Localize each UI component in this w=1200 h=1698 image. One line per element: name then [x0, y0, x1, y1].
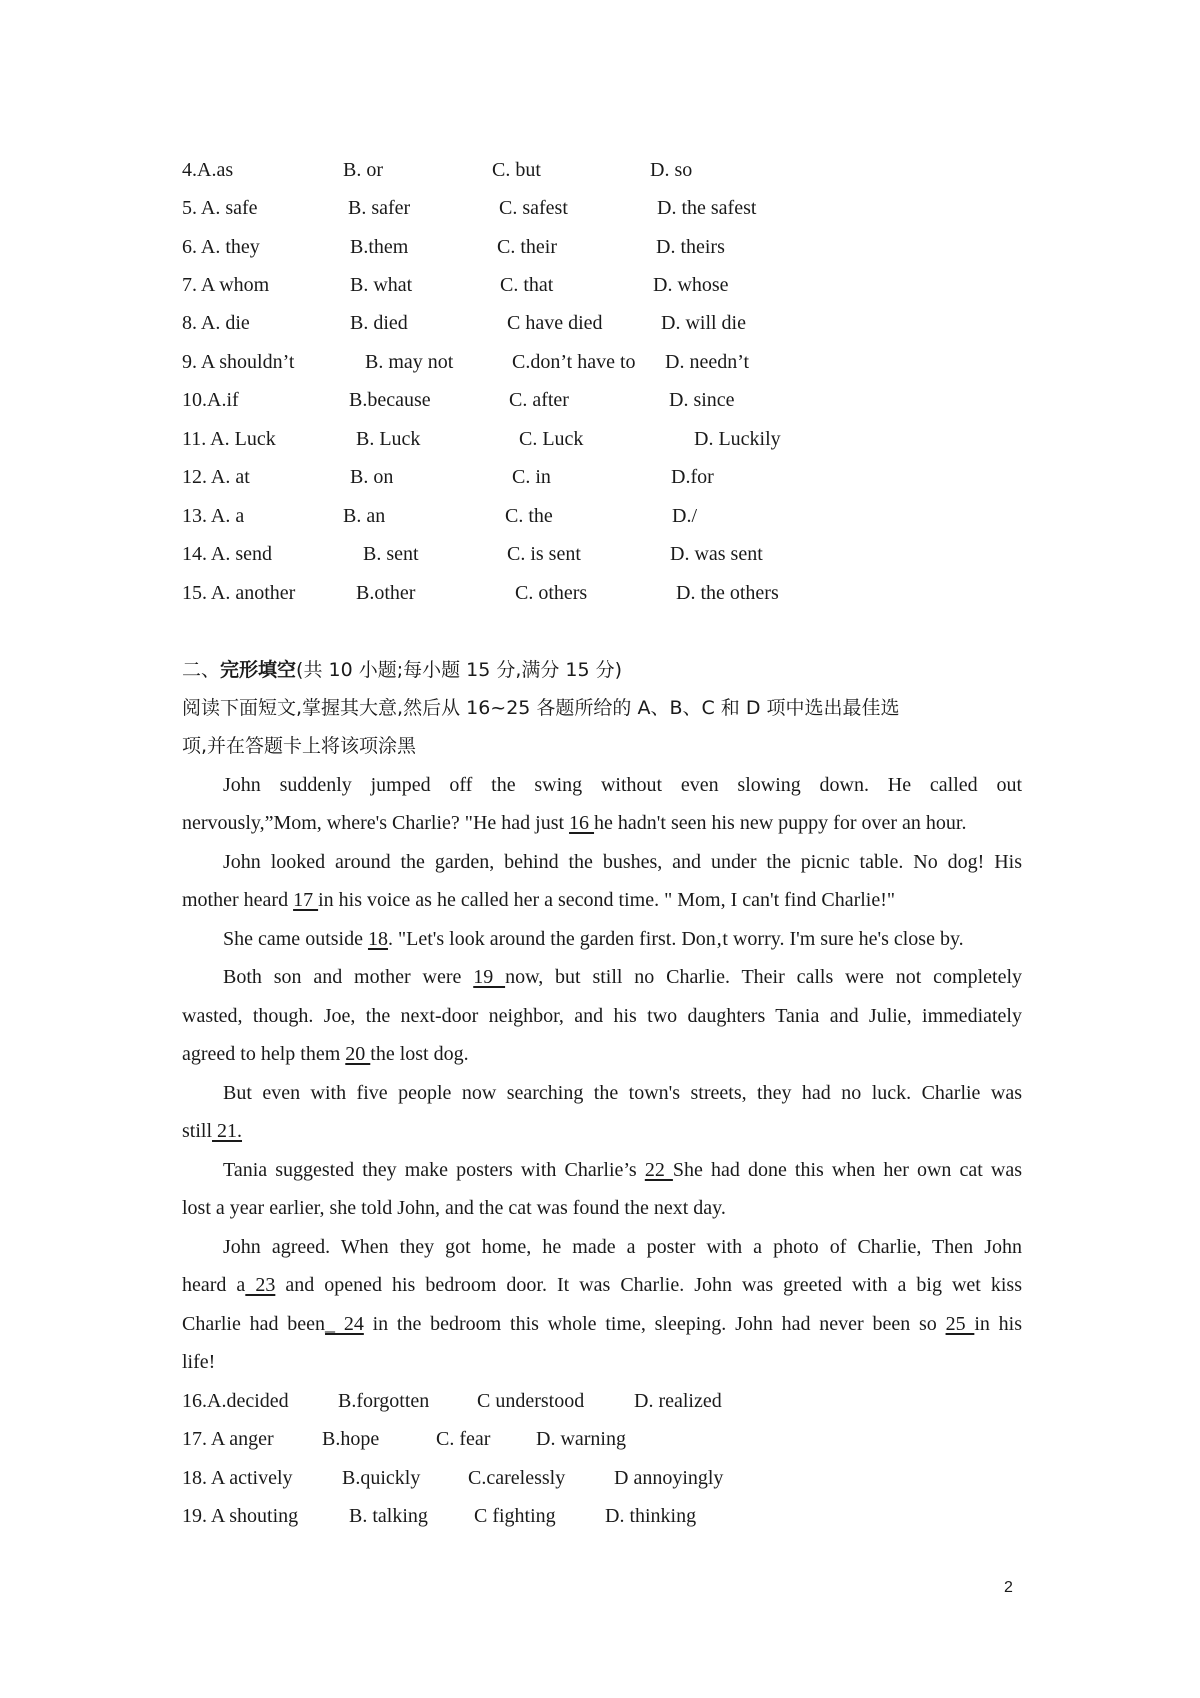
option-c: C. after: [509, 389, 569, 411]
option-d: D. was sent: [670, 543, 763, 565]
option-d: D. the others: [676, 582, 779, 604]
option-b: B. died: [350, 312, 408, 334]
blank-24: _ 24: [325, 1313, 364, 1335]
option-d: D. so: [650, 159, 693, 181]
passage-line: Tania suggested they make posters with Charlie’s 22 She had done this when her own cat was: [223, 1159, 1022, 1181]
question-options-row: [0, 462, 1200, 492]
blank-22: 22: [644, 1159, 673, 1181]
question-options-row: [0, 1386, 1200, 1416]
blank-19: 19: [473, 966, 506, 988]
option-c: C. in: [512, 466, 551, 488]
option-c: C. Luck: [519, 428, 584, 450]
option-d: D./: [672, 505, 697, 527]
option-c: C.carelessly: [468, 1467, 566, 1489]
option-b: B. what: [350, 274, 413, 296]
option-c: C. that: [500, 274, 554, 296]
passage-line: nervously,”Mom, where's Charlie? "He had just 16 he hadn't seen his new puppy for over an hour.: [182, 812, 967, 834]
option-b: B.other: [356, 582, 416, 604]
option-d: D. theirs: [656, 236, 725, 258]
option-b: B. Luck: [356, 428, 421, 450]
option-d: D. realized: [634, 1390, 722, 1412]
question-options-row: [0, 308, 1200, 338]
option-c: C. fear: [436, 1428, 491, 1450]
option-c: C. the: [505, 505, 553, 527]
option-a: 10.A.if: [182, 389, 239, 411]
option-a: 9. A shouldn’t: [182, 351, 295, 373]
question-options-row: [0, 424, 1200, 454]
option-b: B. on: [350, 466, 394, 488]
option-a: 14. A. send: [182, 543, 272, 565]
option-a: 13. A. a: [182, 505, 245, 527]
option-a: 6. A. they: [182, 236, 260, 258]
option-a: 15. A. another: [182, 582, 296, 604]
option-d: D. needn’t: [665, 351, 750, 373]
blank-18: 18: [367, 928, 388, 950]
option-b: B. safer: [348, 197, 411, 219]
option-c: C. is sent: [507, 543, 581, 565]
option-b: B. an: [343, 505, 386, 527]
blank-20: 20: [345, 1043, 371, 1065]
option-c: C understood: [477, 1390, 585, 1412]
option-b: B.hope: [322, 1428, 380, 1450]
option-a: 5. A. safe: [182, 197, 258, 219]
passage-line: She came outside 18. "Let's look around the garden first. Don‚t worry. I'm sure he's close by.: [223, 928, 964, 950]
option-b: B.them: [350, 236, 409, 258]
question-options-row: [0, 539, 1200, 569]
passage-line: agreed to help them 20 the lost dog.: [182, 1043, 469, 1065]
passage-line: But even with five people now searching the town's streets, they had no luck. Charlie was: [223, 1082, 1022, 1104]
question-options-row: [0, 347, 1200, 377]
option-a: 17. A anger: [182, 1428, 274, 1450]
passage-line: John agreed. When they got home, he made a poster with a photo of Charlie, Then John: [223, 1236, 1022, 1258]
option-a: 16.A.decided: [182, 1390, 289, 1412]
question-options-row: [0, 578, 1200, 608]
passage-line: Both son and mother were 19 now, but still no Charlie. Their calls were not completely: [223, 966, 1023, 988]
passage-line: Charlie had been_ 24 in the bedroom this whole time, sleeping. John had never been so 25 in his: [182, 1313, 1023, 1335]
option-b: B. sent: [363, 543, 419, 565]
option-d: D.for: [671, 466, 714, 488]
passage-line: life!: [182, 1351, 216, 1373]
option-c: C.don’t have to: [512, 351, 636, 373]
blank-23: 23: [245, 1274, 276, 1296]
option-a: 19. A shouting: [182, 1505, 299, 1527]
option-b: B.because: [349, 389, 431, 411]
option-c: C. their: [497, 236, 557, 258]
section-instruction: 阅读下面短文,掌握其大意,然后从 16~25 各题所给的 A、B、C 和 D 项中选出最佳选: [182, 697, 900, 719]
question-options-row: [0, 155, 1200, 185]
option-b: B.forgotten: [338, 1390, 430, 1412]
question-options-row: [0, 385, 1200, 415]
passage-line: wasted, though. Joe, the next-door neighbor, and his two daughters Tania and Julie, immediately: [182, 1005, 1022, 1027]
option-d: D. since: [669, 389, 735, 411]
option-c: C have died: [507, 312, 603, 334]
passage-line: John suddenly jumped off the swing without even slowing down. He called out: [223, 774, 1022, 796]
option-b: B. or: [343, 159, 383, 181]
option-a: 12. A. at: [182, 466, 250, 488]
option-a: 18. A actively: [182, 1467, 293, 1489]
question-options-row: [0, 1501, 1200, 1531]
option-d: D. warning: [536, 1428, 626, 1450]
option-d: D. the safest: [657, 197, 757, 219]
option-c: C. others: [515, 582, 588, 604]
option-b: B. talking: [349, 1505, 428, 1527]
option-d: D. will die: [661, 312, 746, 334]
option-d: D annoyingly: [614, 1467, 724, 1489]
section-instruction: 项,并在答题卡上将该项涂黑: [182, 735, 417, 757]
question-options-row: [0, 501, 1200, 531]
blank-25: 25: [945, 1313, 975, 1335]
option-d: D. whose: [653, 274, 729, 296]
option-d: D. thinking: [605, 1505, 697, 1527]
option-b: B.quickly: [342, 1467, 421, 1489]
passage-line: lost a year earlier, she told John, and the cat was found the next day.: [182, 1197, 726, 1219]
section-number: 二、: [182, 659, 221, 681]
question-options-row: [0, 232, 1200, 262]
option-a: 7. A whom: [182, 274, 270, 296]
passage-line: still 21.: [182, 1120, 243, 1142]
passage-line: heard a 23 and opened his bedroom door. It was Charlie. John was greeted with a big wet kiss: [182, 1274, 1023, 1296]
passage-line: John looked around the garden, behind the bushes, and under the picnic table. No dog! His: [223, 851, 1022, 873]
option-c: C. but: [492, 159, 541, 181]
option-a: 11. A. Luck: [182, 428, 276, 450]
question-options-row: [0, 193, 1200, 223]
section-title: 完形填空: [220, 659, 297, 681]
option-c: C fighting: [474, 1505, 556, 1527]
option-a: 4.A.as: [182, 159, 234, 181]
blank-17: 17: [293, 889, 319, 911]
page-number: 2: [1004, 1579, 1013, 1596]
question-options-row: [0, 1463, 1200, 1493]
option-d: D. Luckily: [694, 428, 781, 450]
question-options-row: [0, 270, 1200, 300]
question-options-row: [0, 1424, 1200, 1454]
blank-21: 21.: [212, 1120, 243, 1142]
blank-16: 16: [569, 812, 595, 834]
section-info: (共 10 小题;每小题 15 分,满分 15 分): [296, 659, 623, 681]
option-b: B. may not: [365, 351, 454, 373]
passage-line: mother heard 17 in his voice as he called her a second time. " Mom, I can't find Charlie!": [182, 889, 896, 911]
option-a: 8. A. die: [182, 312, 250, 334]
option-c: C. safest: [499, 197, 568, 219]
section-heading: [182, 655, 1022, 685]
